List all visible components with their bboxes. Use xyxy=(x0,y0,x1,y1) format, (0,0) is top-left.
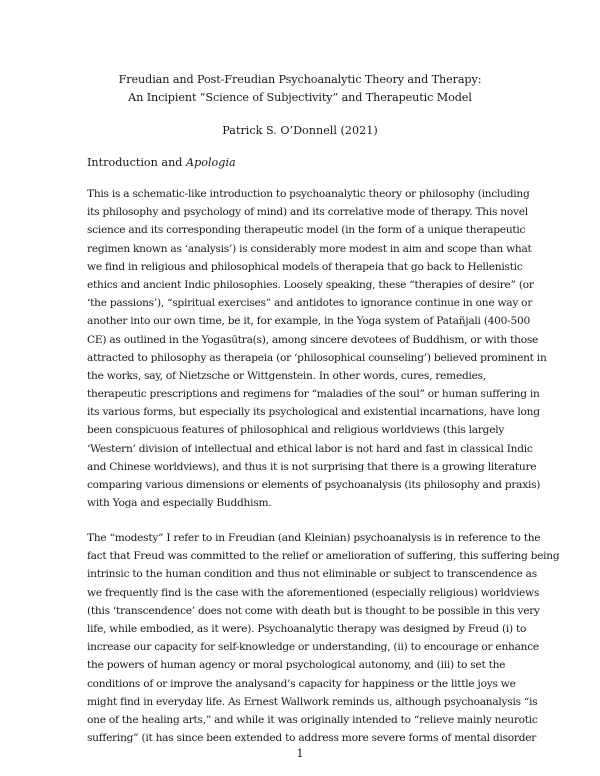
text-line: and Chinese worldviews), and thus it is not surprising that there is a growing literature xyxy=(87,460,537,473)
author-line: Patrick S. O’Donnell (2021) xyxy=(222,124,378,137)
title-line-1: Freudian and Post-Freudian Psychoanalytic Theory and Therapy: xyxy=(118,73,482,86)
text-line: one of the healing arts,” and while it was originally intended to “relieve mainly neurotic xyxy=(87,713,538,726)
text-line: we find in religious and philosophical models of therapeia that go back to Hellenistic xyxy=(87,260,523,273)
text-line: comparing various dimensions or elements of psychoanalysis (its philosophy and praxis) xyxy=(87,479,541,491)
text-line: been conspicuous features of philosophical and religious worldviews (this largely xyxy=(87,424,505,437)
text-line: regimen known as ‘analysis’) is considerably more modest in aim and scope than what xyxy=(87,242,532,255)
text-line: intrinsic to the human condition and thus not eliminable or subject to transcendence as xyxy=(87,568,537,581)
text-line: science and its corresponding therapeutic model (in the form of a unique therapeutic xyxy=(87,224,526,237)
text-line: ‘Western’ division of intellectual and ethical labor is not hard and fast in classical Indic xyxy=(87,442,533,455)
text-line: life, while embodied, as it were). Psychoanalytic therapy was designed by Freud (i) to xyxy=(87,622,527,635)
text-line: The “modesty” I refer to in Freudian (and Kleinian) psychoanalysis is in reference to the xyxy=(87,532,541,544)
paragraph-1 xyxy=(87,185,547,512)
text-line: attracted to philosophy as therapeia (or ‘philosophical counseling’) believed prominent in xyxy=(87,351,547,364)
text-line: we frequently find is the case with the aforementioned (especially religious) worldviews xyxy=(87,586,540,599)
text-line: its various forms, but especially its psychological and existential incarnations, have long xyxy=(87,406,540,419)
text-line: CE) as outlined in the Yogasūtra(s), among sincere devotees of Buddhism, or with those xyxy=(87,333,539,346)
text-line: might find in everyday life. As Ernest Wallwork reminds us, although psychoanalysis “is xyxy=(87,695,538,708)
text-line: fact that Freud was committed to the relief or amelioration of suffering, this suffering being xyxy=(87,550,560,563)
text-line: its philosophy and psychology of mind) and its correlative mode of therapy. This novel xyxy=(87,206,528,219)
section-heading xyxy=(87,156,236,169)
text-line: ‘the passions’), “spiritual exercises” and antidotes to ignorance continue in one way or xyxy=(87,297,533,310)
text-line: another into our own time, be it, for example, in the Yoga system of Patañjali (400-500 xyxy=(87,315,530,328)
text-line: with Yoga and especially Buddhism. xyxy=(87,497,272,510)
text-line: the works, say, of Nietzsche or Wittgenstein. In other words, cures, remedies, xyxy=(87,369,486,382)
text-line: suffering” (it has since been extended to address more severe forms of mental disorder xyxy=(87,732,537,745)
paragraph-2 xyxy=(87,529,560,747)
title-line-2: An Incipient “Science of Subjectivity” and Therapeutic Model xyxy=(128,91,472,104)
text-line: (this ‘transcendence’ does not come with death but is thought to be possible in this very xyxy=(87,604,540,617)
text-line: conditions of or improve the analysand’s capacity for happiness or the little joys we xyxy=(87,677,516,690)
text-line: the powers of human agency or moral psychological autonomy, and (iii) to set the xyxy=(87,659,506,672)
text-line: This is a schematic-like introduction to psychoanalytic theory or philosophy (including xyxy=(87,188,530,200)
heading-prefix: Introduction and xyxy=(87,156,186,169)
text-line: ethics and ancient Indic philosophies. Loosely speaking, these “therapies of desire” (or xyxy=(87,278,534,291)
page-number: 1 xyxy=(296,747,304,760)
text-line: therapeutic prescriptions and regimens for “maladies of the soul” or human suffering in xyxy=(87,388,540,401)
text-line: increase our capacity for self-knowledge or understanding, (ii) to encourage or enhance xyxy=(87,641,539,654)
heading-italic: Apologia xyxy=(186,156,236,169)
